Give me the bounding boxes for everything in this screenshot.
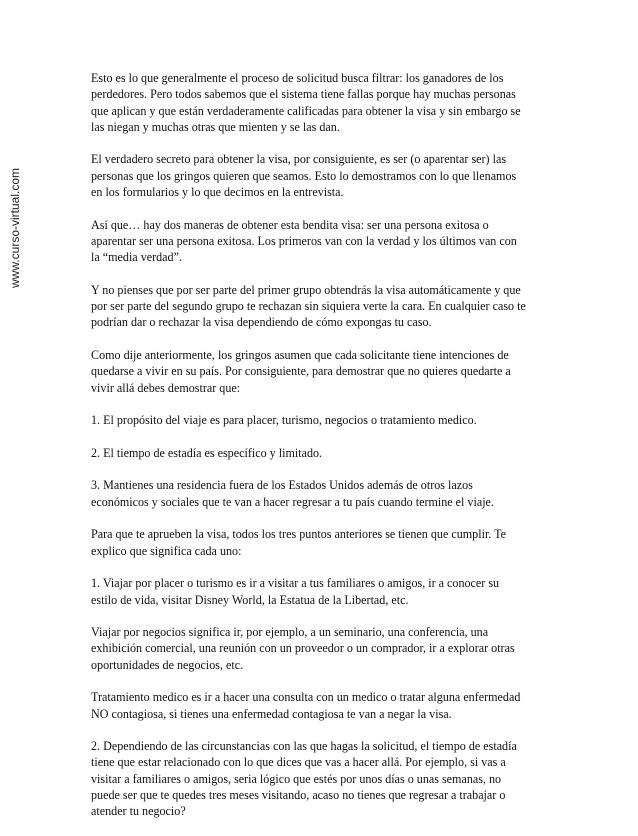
paragraph-negocios: Viajar por negocios significa ir, por ejemplo, a un seminario, una conferencia, una exhibición comercial, una reunión con un proveedor o un comprador, ir a explorar otras oportunidades de negocios, etc. xyxy=(91,625,515,672)
paragraph-placer-turismo: 1. Viajar por placer o turismo es ir a visitar a tus familiares o amigos, ir a conocer su estilo de vida, visitar Disney World, la Estatua de la Libertad, etc. xyxy=(91,576,500,607)
side-watermark-url: www.curso-virtual.com xyxy=(8,167,22,288)
list-item-proposito: 1. El propósito del viaje es para placer, turismo, negocios o tratamiento medico. xyxy=(91,413,477,428)
paragraph-para-que: Para que te aprueben la visa, todos los tres puntos anteriores se tienen que cumplir. Te explico que significa cada uno: xyxy=(91,527,507,558)
paragraph-intro: Esto es lo que generalmente el proceso de solicitud busca filtrar: los ganadores de los perdedores. Pero todos sabemos que el sistema tiene fallas porque hay muchas personas que aplican y que están verdaderamente calificadas para obtener la visa y sin embargo se las niegan y muchas otras que mienten y se las dan. xyxy=(91,71,521,134)
list-item-residencia: 3. Mantienes una residencia fuera de los Estados Unidos además de otros lazos económicos y sociales que te van a hacer regresar a tu país cuando termine el viaje. xyxy=(91,478,494,509)
paragraph-two-ways: Así que… hay dos maneras de obtener esta bendita visa: ser una persona exitosa o aparentar ser una persona exitosa. Los primeros van con la verdad y los últimos van con la “media verdad”. xyxy=(91,217,517,265)
paragraph-no-pienses: Y no pienses que por ser parte del primer grupo obtendrás la visa automáticamente y que por ser parte del segundo grupo te rechazan sin siquiera verte la cara. En cualquier caso te podrían dar o rechazar la visa dependiendo de cómo expongas tu caso. xyxy=(91,282,526,330)
document-body xyxy=(91,70,551,836)
paragraph-secret: El verdadero secreto para obtener la visa, por consiguiente, es ser (o aparentar ser) las personas que los gringos quieren que seamos. Esto lo demostramos con lo que llenamos en los formularios y lo que decimos en la entrevista. xyxy=(91,152,517,200)
list-item-tiempo: 2. El tiempo de estadía es específico y limitado. xyxy=(91,445,323,460)
paragraph-como-dije: Como dije anteriormente, los gringos asumen que cada solicitante tiene intenciones de quedarse a vivir en su país. Por consiguiente, para demostrar que no quieres quedarte a vivir allá debes demostrar que: xyxy=(91,348,511,395)
paragraph-estadia: 2. Dependiendo de las circunstancias con las que hagas la solicitud, el tiempo de estadía tiene que estar relacionado con lo que dices que vas a hacer allá. Por ejemplo, si vas a visitar a familiares o amigos, seria lógico que estés por unos días o unas semanas, no puede ser que te quedes tres meses visitando, acaso no tienes que regresar a trabajar o atender tu negocio? xyxy=(91,739,517,819)
paragraph-tratamiento: Tratamiento medico es ir a hacer una consulta con un medico o tratar alguna enfermedad NO contagiosa, si tienes una enfermedad contagiosa te van a negar la visa. xyxy=(91,690,521,721)
